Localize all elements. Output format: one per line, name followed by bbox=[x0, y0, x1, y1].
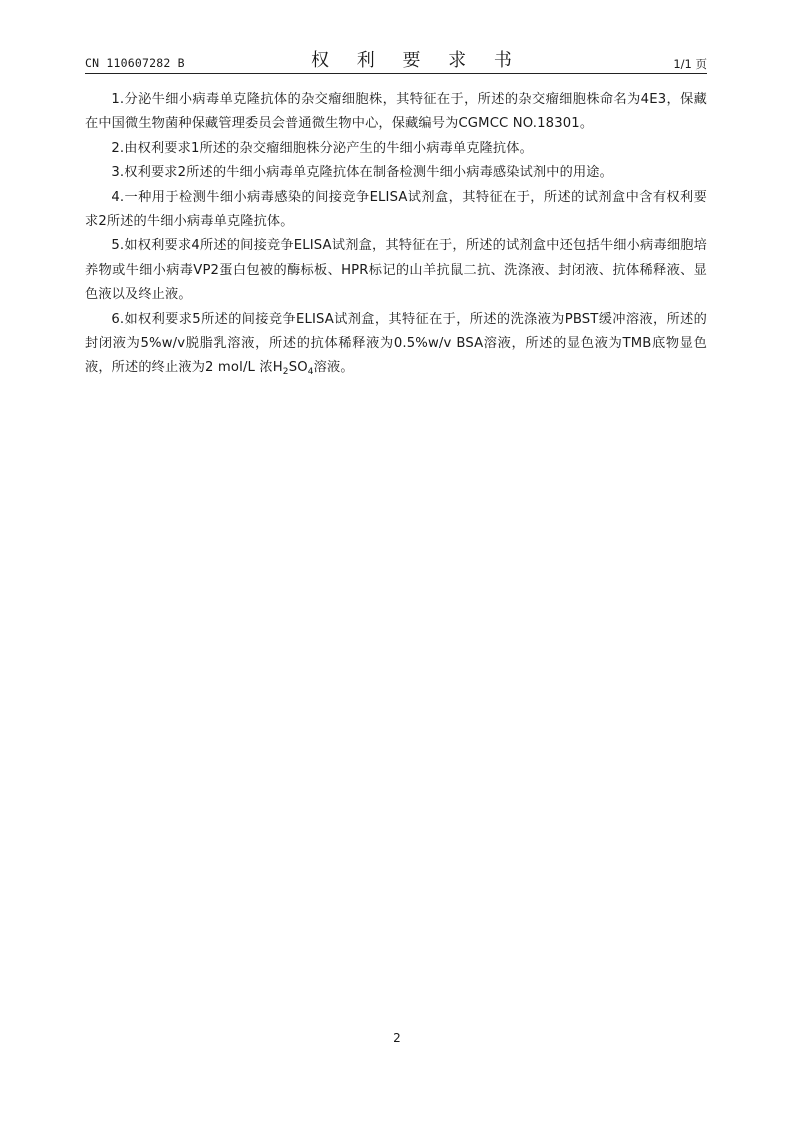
subscript-4: 4 bbox=[307, 367, 314, 378]
claim-1: 1.分泌牛细小病毒单克隆抗体的杂交瘤细胞株，其特征在于，所述的杂交瘤细胞株命名为4E3，保藏在中国微生物菌种保藏管理委员会普通微生物中心，保藏编号为CGMCC NO.18301。 bbox=[85, 92, 707, 132]
claim-6-end: 溶液。 bbox=[313, 360, 354, 376]
page-number: 2 bbox=[393, 1031, 401, 1045]
subscript-2: 2 bbox=[282, 367, 289, 378]
claims-body bbox=[85, 88, 707, 385]
claim-2: 2.由权利要求1所述的杂交瘤细胞株分泌产生的牛细小病毒单克隆抗体。 bbox=[111, 140, 533, 156]
claim-3: 3.权利要求2所述的牛细小病毒单克隆抗体在制备检测牛细小病毒感染试剂中的用途。 bbox=[111, 165, 613, 181]
claim-6-so: SO bbox=[288, 360, 308, 376]
document-title: 权 利 要 求 书 bbox=[311, 50, 523, 71]
claim-4: 4.一种用于检测牛细小病毒感染的间接竞争ELISA试剂盒，其特征在于，所述的试剂盒中含有权利要求2所述的牛细小病毒单克隆抗体。 bbox=[85, 189, 707, 230]
page-count: 1/1 页 bbox=[673, 57, 707, 71]
claim-5: 5.如权利要求4所述的间接竞争ELISA试剂盒，其特征在于，所述的试剂盒中还包括牛细小病毒细胞培养物或牛细小病毒VP2蛋白包被的酶标板、HPR标记的山羊抗鼠二抗、洗涤液、封闭液、抗体稀释液、显色液以及终止液。 bbox=[85, 238, 707, 303]
patent-number: CN 110607282 B bbox=[85, 56, 185, 70]
page-header bbox=[85, 44, 707, 72]
claim-6 bbox=[85, 308, 707, 385]
header-divider bbox=[85, 73, 707, 74]
claim-6-text: 6.如权利要求5所述的间接竞争ELISA试剂盒，其特征在于，所述的洗涤液为PBST缓冲溶液，所述的封闭液为5%w/v脱脂乳溶液，所述的抗体稀释液为0.5%w/v BSA溶液，所述的显色液为TMB底物显色液，所述的终止液为2 mol/L 浓H bbox=[85, 311, 707, 376]
